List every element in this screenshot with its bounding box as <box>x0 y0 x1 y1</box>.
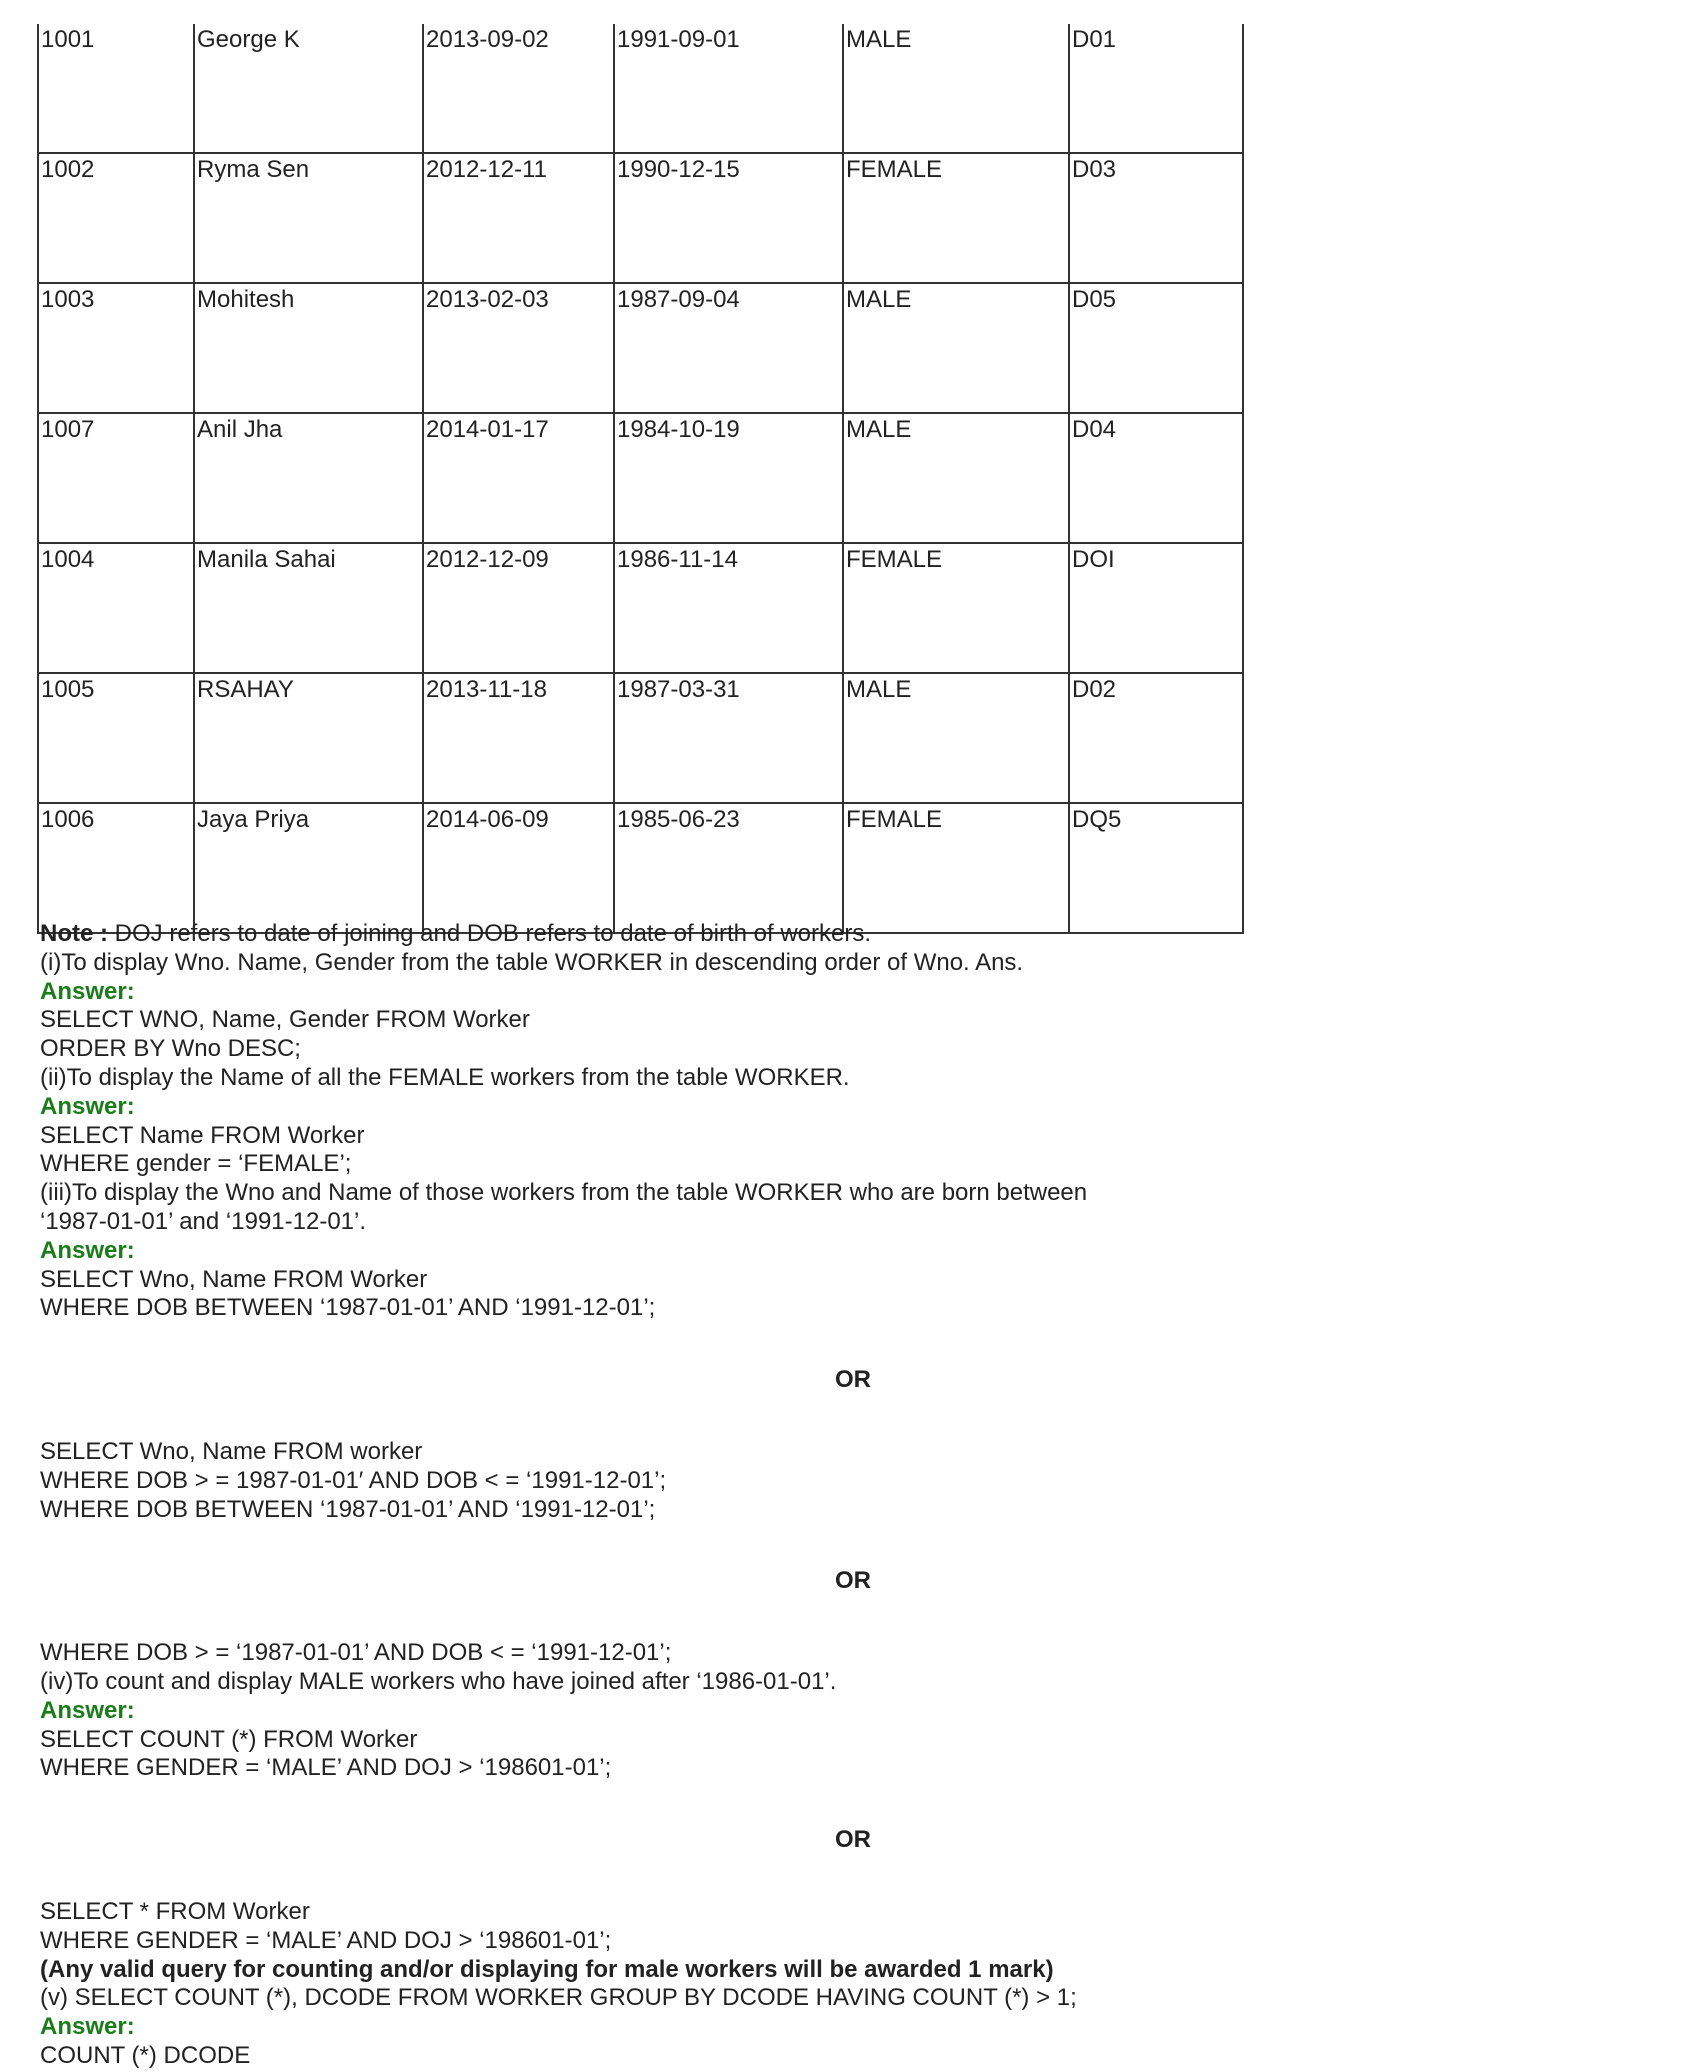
cell-gender: FEMALE <box>843 543 1069 673</box>
cell-dcode: D03 <box>1069 153 1243 283</box>
cell-gender: MALE <box>843 24 1069 153</box>
cell-name: Mohitesh <box>194 283 423 413</box>
table-row <box>38 24 1243 153</box>
cell-doj: 2013-09-02 <box>423 24 614 153</box>
marking-note: (Any valid query for counting and/or displaying for male workers will be awarded 1 mark) <box>40 1955 1054 1983</box>
sql-line: WHERE gender = ‘FEMALE’; <box>40 1150 352 1178</box>
cell-gender: MALE <box>843 673 1069 803</box>
cell-doj: 2012-12-11 <box>423 153 614 283</box>
sql-line: SELECT Wno, Name FROM worker <box>40 1437 423 1465</box>
result-header: COUNT (*) DCODE <box>40 2041 251 2069</box>
cell-doj: 2013-02-03 <box>423 283 614 413</box>
or-separator: OR <box>835 1366 871 1394</box>
cell-dcode: D02 <box>1069 673 1243 803</box>
cell-wno: 1002 <box>38 153 194 283</box>
sql-line: WHERE DOB BETWEEN ‘1987-01-01’ AND ‘1991-12-01’; <box>40 1495 656 1523</box>
table-row <box>38 413 1243 543</box>
worker-table <box>37 24 1244 934</box>
sql-line: WHERE DOB BETWEEN ‘1987-01-01’ AND ‘1991-12-01’; <box>40 1294 656 1322</box>
cell-dcode: D01 <box>1069 24 1243 153</box>
sql-line: WHERE DOB > = ‘1987-01-01’ AND DOB < = ‘1991-12-01’; <box>40 1639 672 1667</box>
note <box>40 920 1640 949</box>
table-row <box>38 803 1243 933</box>
or-separator: OR <box>835 1567 871 1595</box>
cell-wno: 1005 <box>38 673 194 803</box>
cell-doj: 2014-06-09 <box>423 803 614 933</box>
cell-dob: 1987-03-31 <box>614 673 843 803</box>
cell-dob: 1986-11-14 <box>614 543 843 673</box>
cell-wno: 1007 <box>38 413 194 543</box>
question-5: (v) SELECT COUNT (*), DCODE FROM WORKER GROUP BY DCODE HAVING COUNT (*) > 1; <box>40 1984 1077 2012</box>
cell-wno: 1003 <box>38 283 194 413</box>
answer-label: Answer: <box>40 1696 135 1724</box>
cell-wno: 1001 <box>38 24 194 153</box>
sql-line: ORDER BY Wno DESC; <box>40 1035 301 1063</box>
or-separator: OR <box>835 1826 871 1854</box>
cell-dob: 1991-09-01 <box>614 24 843 153</box>
cell-dcode: D05 <box>1069 283 1243 413</box>
question-1: (i)To display Wno. Name, Gender from the table WORKER in descending order of Wno. Ans. <box>40 948 1024 976</box>
cell-name: Ryma Sen <box>194 153 423 283</box>
cell-dob: 1985-06-23 <box>614 803 843 933</box>
answer-label: Answer: <box>40 1236 135 1264</box>
answer-text <box>40 920 1640 2071</box>
cell-doj: 2014-01-17 <box>423 413 614 543</box>
cell-dcode: DOI <box>1069 543 1243 673</box>
note-text: DOJ refers to date of joining and DOB refers to date of birth of workers. <box>108 920 872 947</box>
sql-line: WHERE GENDER = ‘MALE’ AND DOJ > ‘198601-01’; <box>40 1754 612 1782</box>
sql-line: SELECT * FROM Worker <box>40 1897 310 1925</box>
cell-gender: FEMALE <box>843 803 1069 933</box>
cell-gender: MALE <box>843 413 1069 543</box>
note-label: Note : <box>40 920 108 947</box>
cell-wno: 1006 <box>38 803 194 933</box>
cell-dob: 1990-12-15 <box>614 153 843 283</box>
cell-dob: 1984-10-19 <box>614 413 843 543</box>
answer-label: Answer: <box>40 2013 135 2041</box>
cell-gender: FEMALE <box>843 153 1069 283</box>
answer-label: Answer: <box>40 977 135 1005</box>
table-row <box>38 673 1243 803</box>
table-row <box>38 543 1243 673</box>
cell-name: Manila Sahai <box>194 543 423 673</box>
cell-doj: 2012-12-09 <box>423 543 614 673</box>
cell-gender: MALE <box>843 283 1069 413</box>
sql-line: WHERE DOB > = 1987-01-01′ AND DOB < = ‘1991-12-01’; <box>40 1466 667 1494</box>
question-4: (iv)To count and display MALE workers who have joined after ‘1986-01-01’. <box>40 1667 837 1695</box>
cell-dob: 1987-09-04 <box>614 283 843 413</box>
question-3: (iii)To display the Wno and Name of those workers from the table WORKER who are born between <box>40 1179 1088 1207</box>
cell-dcode: DQ5 <box>1069 803 1243 933</box>
table-row <box>38 153 1243 283</box>
sql-line: WHERE GENDER = ‘MALE’ AND DOJ > ‘198601-01’; <box>40 1926 612 1954</box>
question-2: (ii)To display the Name of all the FEMALE workers from the table WORKER. <box>40 1063 850 1091</box>
question-3-cont: ‘1987-01-01’ and ‘1991-12-01’. <box>40 1207 367 1235</box>
cell-name: George K <box>194 24 423 153</box>
cell-name: RSAHAY <box>194 673 423 803</box>
cell-name: Anil Jha <box>194 413 423 543</box>
sql-line: SELECT Wno, Name FROM Worker <box>40 1265 428 1293</box>
sql-line: SELECT COUNT (*) FROM Worker <box>40 1725 418 1753</box>
sql-line: SELECT Name FROM Worker <box>40 1121 365 1149</box>
answer-label: Answer: <box>40 1092 135 1120</box>
cell-doj: 2013-11-18 <box>423 673 614 803</box>
cell-wno: 1004 <box>38 543 194 673</box>
cell-name: Jaya Priya <box>194 803 423 933</box>
sql-line: SELECT WNO, Name, Gender FROM Worker <box>40 1006 530 1034</box>
cell-dcode: D04 <box>1069 413 1243 543</box>
table-row <box>38 283 1243 413</box>
